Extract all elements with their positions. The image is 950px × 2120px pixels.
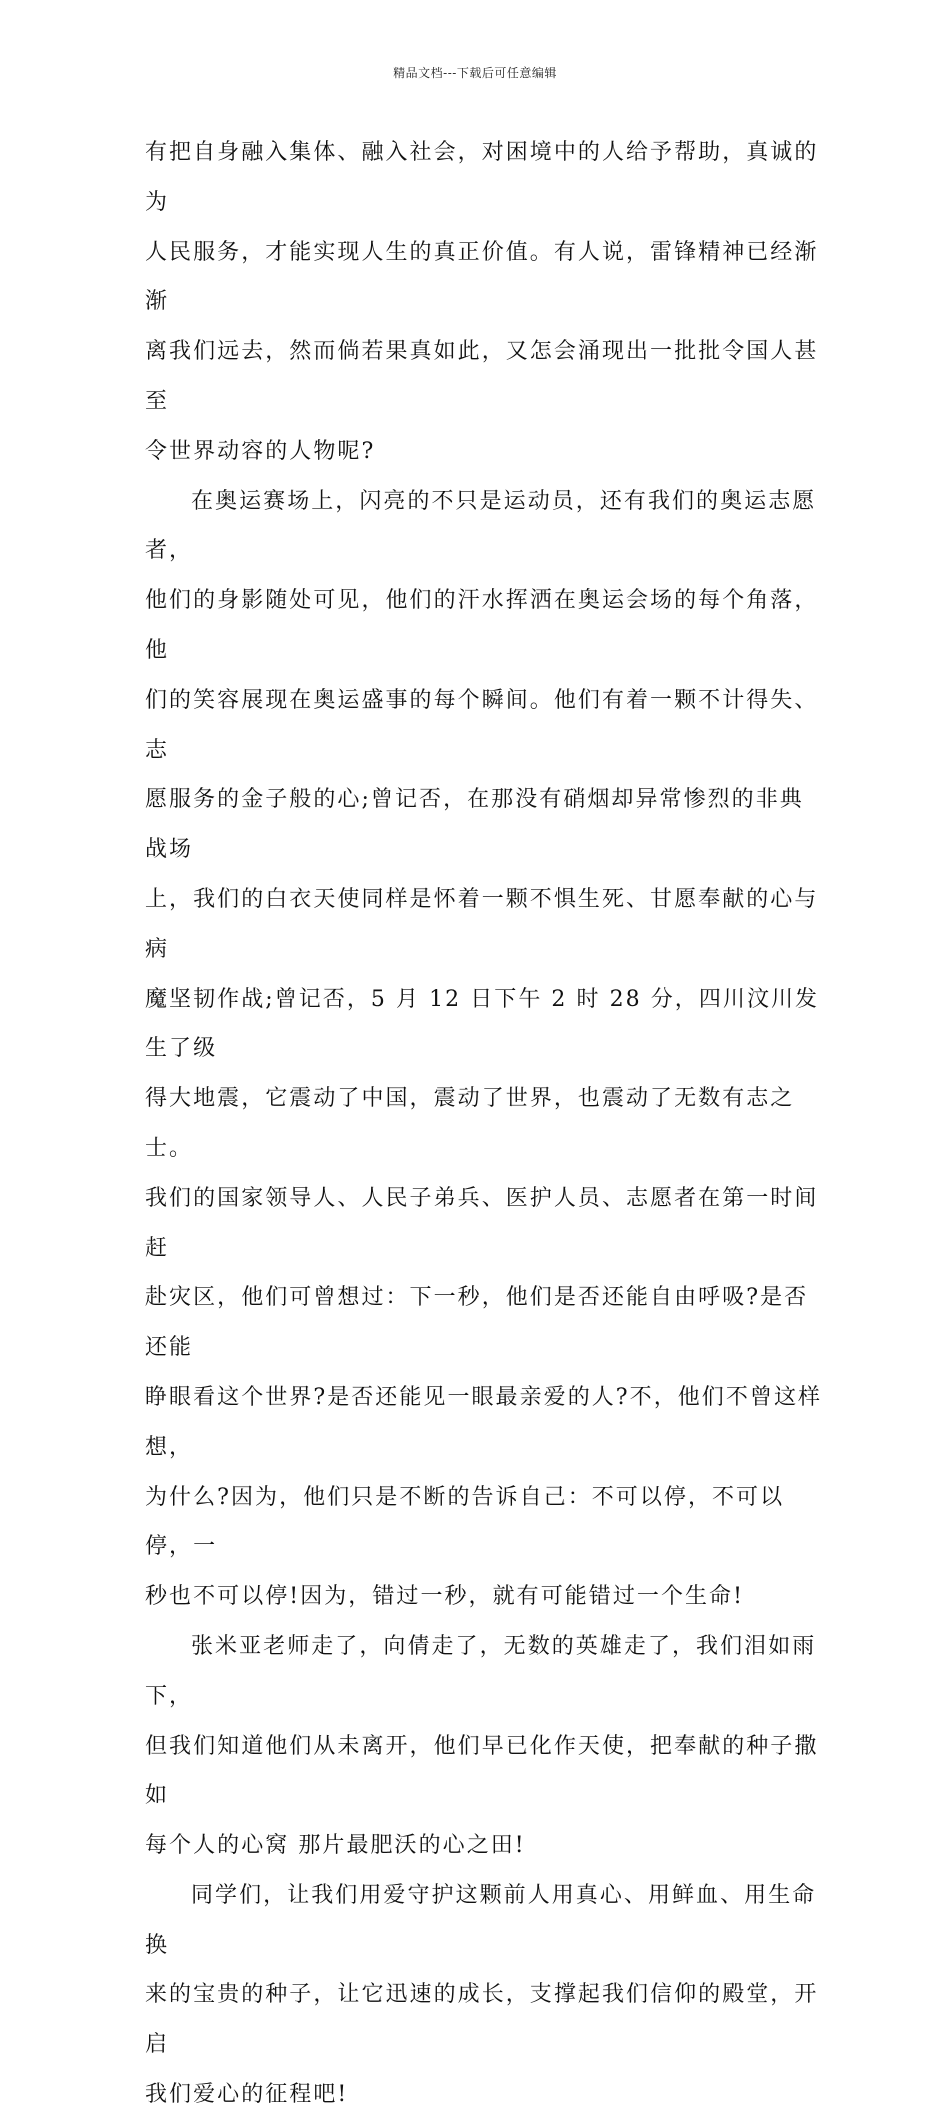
text-line: 们的笑容展现在奥运盛事的每个瞬间。他们有着一颗不计得失、志 (145, 687, 819, 763)
page-header: 精品文档---下载后可任意编辑 (393, 66, 557, 80)
text-line: 同学们，让我们用爱守护这颗前人用真心、用鲜血、用生命换 (145, 1882, 817, 1958)
text-line: 为什么?因为，他们只是不断的告诉自己：不可以停，不可以停，一 (145, 1484, 785, 1560)
text-line: 睁眼看这个世界?是否还能见一眼最亲爱的人?不，他们不曾这样想， (145, 1384, 823, 1460)
paragraph-closing (145, 1871, 825, 2120)
document-body (145, 128, 825, 2120)
text-line: 但我们知道他们从未离开，他们早已化作天使，把奉献的种子撒如 (145, 1733, 819, 1809)
paragraph-continuation (145, 128, 825, 477)
text-line: 秒也不可以停!因为，错过一秒，就有可能错过一个生命! (145, 1584, 744, 1610)
text-line: 愿服务的金子般的心;曾记否，在那没有硝烟却异常惨烈的非典战场 (145, 787, 804, 863)
text-line: 魔坚韧作战;曾记否，5 月 12 日下午 2 时 28 分，四川汶川发生了级 (145, 986, 820, 1062)
text-line: 张米亚老师走了，向倩走了，无数的英雄走了，我们泪如雨下， (145, 1633, 817, 1709)
text-line: 来的宝贵的种子，让它迅速的成长，支撑起我们信仰的殿堂，开启 (145, 1982, 819, 2058)
text-line: 我们的国家领导人、人民子弟兵、医护人员、志愿者在第一时间赶 (145, 1185, 819, 1261)
text-line: 上，我们的白衣天使同样是怀着一颗不惧生死、甘愿奉献的心与病 (145, 886, 819, 962)
text-line: 每个人的心窝 那片最肥沃的心之田! (145, 1833, 526, 1859)
text-line: 赴灾区，他们可曾想过：下一秒，他们是否还能自由呼吸?是否还能 (145, 1285, 809, 1361)
text-line: 人民服务，才能实现人生的真正价值。有人说，雷锋精神已经渐渐 (145, 239, 819, 315)
text-line: 在奥运赛场上，闪亮的不只是运动员，还有我们的奥运志愿者， (145, 488, 817, 564)
text-line: 有把自身融入集体、融入社会，对困境中的人给予帮助，真诚的为 (145, 140, 819, 215)
paragraph-heroes (145, 1622, 825, 1871)
text-line: 得大地震，它震动了中国，震动了世界，也震动了无数有志之士。 (145, 1086, 795, 1161)
text-line: 我们爱心的征程吧! (145, 2082, 349, 2108)
paragraph-olympic-volunteers (145, 477, 825, 1622)
text-line: 离我们远去，然而倘若果真如此，又怎会涌现出一批批令国人甚至 (145, 339, 819, 414)
text-line: 他们的身影随处可见，他们的汗水挥洒在奥运会场的每个角落，他 (145, 588, 819, 663)
text-line: 令世界动容的人物呢? (145, 438, 376, 464)
